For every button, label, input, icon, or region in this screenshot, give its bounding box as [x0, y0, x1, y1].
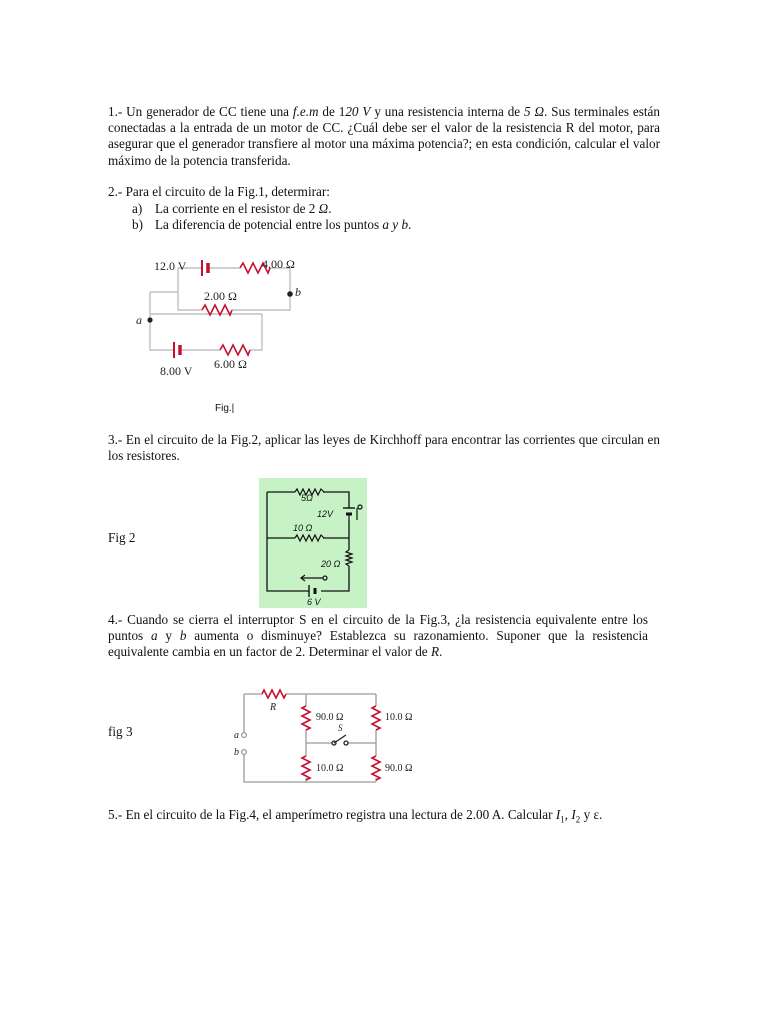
- resistor-10ohm-bottom-label: 10.0 Ω: [316, 763, 344, 774]
- battery-12v-label: 12.0 V: [154, 259, 187, 273]
- resistor-6ohm-label: 6.00 Ω: [214, 357, 247, 371]
- question-5: 5.- En el circuito de la Fig.4, el amperímetro registra una lectura de 2.00 A. Calcular $I_1$, $I_2$ y ε.: [108, 807, 603, 825]
- figure-2-label: Fig 2: [108, 530, 136, 545]
- resistor-R-label: R: [270, 702, 277, 713]
- resistor-20ohm-label: 20 Ω: [321, 559, 341, 569]
- terminal-b-label: b: [234, 747, 239, 758]
- terminal-a-label: a: [234, 730, 239, 741]
- figure-2-circuit: [259, 478, 367, 608]
- resistor-90ohm-bottom-label: 90.0 Ω: [385, 763, 413, 774]
- resistor-10ohm-top-label: 10.0 Ω: [385, 712, 413, 723]
- question-4: 4.- Cuando se cierra el interruptor S en el circuito de la Fig.3, ¿la resistencia equivalente entre los puntos a y b aumenta o disminuye? Establezca su razonamiento. Suponer que la resistencia equivalente cambia en un factor de 2. Determinar el valor de R.: [108, 612, 649, 660]
- resistor-5ohm-label: 5Ω: [301, 493, 313, 503]
- resistor-90ohm-top-label: 90.0 Ω: [316, 712, 344, 723]
- question-1: 1.- Un generador de CC tiene una f.e.m de 120 V y una resistencia interna de 5 Ω. Sus terminales están conectadas a la entrada de un motor de CC. ¿Cuál debe ser el valor de la resistencia R del motor, para asegurar que el generador transfiere al motor una máxima potencia?; en esta condición, calcular el valor máximo de la potencia transferida.: [108, 104, 660, 168]
- resistor-2ohm-label: 2.00 Ω: [204, 289, 237, 303]
- question-2-list: [132, 201, 660, 233]
- list-item: a) La corriente en el resistor de 2 Ω.: [132, 201, 332, 216]
- battery-6v-label: 6 V: [307, 597, 321, 607]
- list-item: b) La diferencia de potencial entre los puntos a y b.: [132, 217, 412, 233]
- figure-1-circuit: [130, 252, 320, 382]
- battery-8v-label: 8.00 V: [160, 364, 193, 378]
- point-b-label: b: [295, 285, 301, 299]
- resistor-10ohm-label: 10 Ω: [293, 523, 313, 533]
- question-3: 3.- En el circuito de la Fig.2, aplicar las leyes de Kirchhoff para encontrar las corrientes que circulan en los resistores.: [108, 432, 660, 464]
- question-2-intro: 2.- Para el circuito de la Fig.1, determirar:: [108, 184, 330, 199]
- switch-S-label: S: [338, 723, 343, 733]
- resistor-4ohm-label: 4.00 Ω: [262, 257, 295, 271]
- figure-3-label: fig 3: [108, 724, 133, 739]
- battery-12v-label: 12V: [317, 509, 334, 519]
- figure-3-circuit: [230, 680, 430, 790]
- point-a-label: a: [136, 313, 142, 327]
- figure-1-caption: Fig.|: [215, 403, 235, 414]
